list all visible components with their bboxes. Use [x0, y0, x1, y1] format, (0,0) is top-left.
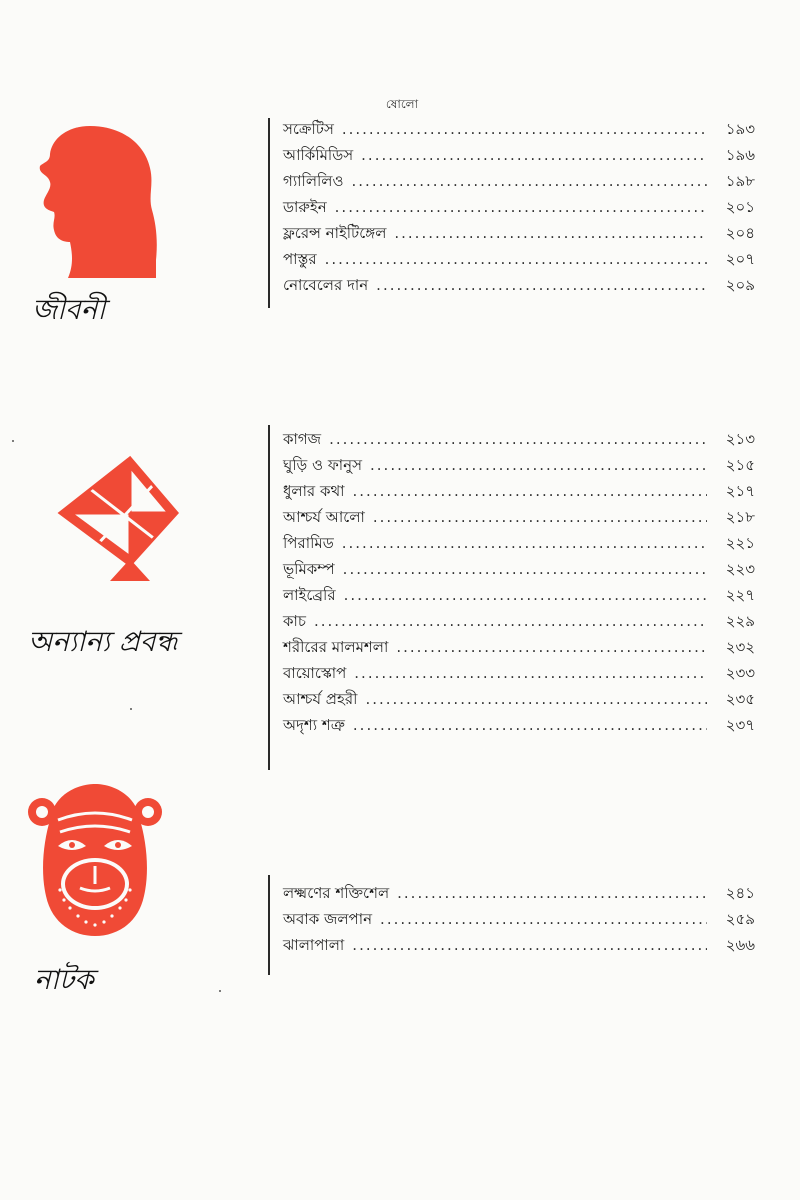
entry-title: কাগজ: [283, 430, 322, 448]
scan-speck: [130, 708, 132, 710]
dot-leader: [342, 534, 707, 552]
entry-page: ২০৪: [725, 224, 755, 242]
entry-page: ২১৮: [725, 508, 755, 526]
toc-entry[interactable]: [283, 274, 755, 300]
dot-leader: [314, 612, 707, 630]
dot-leader: [370, 456, 707, 474]
toc-entry[interactable]: [283, 196, 755, 222]
dot-leader: [352, 172, 707, 190]
scan-speck: [12, 440, 14, 442]
entry-title: সক্রেটিস: [283, 120, 334, 138]
toc-list-other-essays: [283, 428, 755, 740]
dot-leader: [394, 224, 707, 242]
dot-leader: [376, 276, 707, 294]
toc-entry[interactable]: [283, 934, 755, 960]
section-label-biography: জীবনী: [32, 293, 106, 326]
entry-page: ২২১: [725, 534, 755, 552]
dot-leader: [325, 250, 707, 268]
toc-entry[interactable]: [283, 480, 755, 506]
toc-entry[interactable]: [283, 170, 755, 196]
dot-leader: [397, 884, 707, 902]
section-label-drama: নাটক: [34, 963, 94, 996]
dot-leader: [343, 560, 707, 578]
entry-page: ১৯৬: [725, 146, 755, 164]
entry-page: ২০৭: [725, 250, 755, 268]
entry-title: আর্কিমিডিস: [283, 146, 354, 164]
entry-page: ২২৯: [725, 612, 755, 630]
entry-title: লক্ষ্মণের শক্তিশেল: [283, 884, 390, 902]
entry-page: ২৩৭: [725, 716, 755, 734]
entry-title: ভূমিকম্প: [283, 560, 335, 578]
entry-title: ডারুইন: [283, 198, 327, 216]
entry-page: ২০১: [725, 198, 755, 216]
entry-title: ফ্লরেন্স নাইটিঙ্গেল: [283, 224, 387, 242]
toc-list-drama: [283, 882, 755, 960]
dot-leader: [353, 482, 707, 500]
entry-page: ২৩৩: [725, 664, 755, 682]
toc-entry[interactable]: [283, 714, 755, 740]
entry-title: পিরামিড: [283, 534, 334, 552]
section-divider-2: [268, 425, 270, 770]
toc-entry[interactable]: [283, 636, 755, 662]
entry-page: ২০৯: [725, 276, 755, 294]
entry-page: ১৯৮: [725, 172, 755, 190]
toc-entry[interactable]: [283, 222, 755, 248]
dot-leader: [344, 586, 707, 604]
toc-entry[interactable]: [283, 506, 755, 532]
entry-page: ২২৩: [725, 560, 755, 578]
entry-title: ঘুড়ি ও ফানুস: [283, 456, 363, 474]
entry-page: ১৯৩: [725, 120, 755, 138]
kite-icon: [55, 455, 205, 585]
entry-title: নোবেলের দান: [283, 276, 369, 294]
entry-title: বায়োস্কোপ: [283, 664, 347, 682]
toc-entry[interactable]: [283, 558, 755, 584]
dot-leader: [380, 910, 707, 928]
dot-leader: [352, 936, 707, 954]
entry-page: ২১৩: [725, 430, 755, 448]
toc-entry[interactable]: [283, 248, 755, 274]
entry-title: কাচ: [283, 612, 306, 630]
toc-entry[interactable]: [283, 428, 755, 454]
entry-page: ২১৫: [725, 456, 755, 474]
section-divider-3: [268, 875, 270, 975]
dot-leader: [361, 146, 707, 164]
entry-page: ২৩৫: [725, 690, 755, 708]
entry-page: ২১৭: [725, 482, 755, 500]
dot-leader: [396, 638, 707, 656]
section-label-other-essays: অন্যান্য প্রবন্ধ: [28, 625, 178, 658]
toc-entry[interactable]: [283, 662, 755, 688]
entry-page: ২৩২: [725, 638, 755, 656]
toc-entry[interactable]: [283, 118, 755, 144]
section-divider-1: [268, 118, 270, 308]
dot-leader: [342, 120, 707, 138]
entry-page: ২৪১: [725, 884, 755, 902]
entry-page: ২২৭: [725, 586, 755, 604]
entry-title: ধুলার কথা: [283, 482, 345, 500]
entry-page: ২৬৬: [725, 936, 755, 954]
dot-leader: [353, 716, 707, 734]
entry-title: আশ্চর্য প্রহরী: [283, 690, 358, 708]
dot-leader: [354, 664, 707, 682]
scan-speck: [219, 990, 221, 992]
entry-page: ২৫৯: [725, 910, 755, 928]
toc-entry[interactable]: [283, 882, 755, 908]
dot-leader: [365, 690, 707, 708]
toc-entry[interactable]: [283, 532, 755, 558]
toc-entry[interactable]: [283, 144, 755, 170]
entry-title: অবাক জলপান: [283, 910, 373, 928]
toc-entry[interactable]: [283, 454, 755, 480]
entry-title: গ্যালিলিও: [283, 172, 344, 190]
toc-entry[interactable]: [283, 908, 755, 934]
entry-title: আশ্চর্য আলো: [283, 508, 365, 526]
toc-list-biography: [283, 118, 755, 300]
entry-title: লাইব্রেরি: [283, 586, 336, 604]
dot-leader: [335, 198, 707, 216]
silhouette-portrait-icon: [28, 118, 168, 280]
entry-title: অদৃশ্য শত্রু: [283, 716, 345, 734]
toc-entry[interactable]: [283, 688, 755, 714]
page-number: ষোলো: [385, 97, 419, 111]
toc-entry[interactable]: [283, 584, 755, 610]
entry-title: ঝালাপালা: [283, 936, 345, 954]
entry-title: পাস্তুর: [283, 250, 317, 268]
entry-title: শরীরের মালমশলা: [283, 638, 389, 656]
toc-entry[interactable]: [283, 610, 755, 636]
monkey-mask-icon: [20, 780, 170, 940]
dot-leader: [373, 508, 707, 526]
dot-leader: [329, 430, 707, 448]
